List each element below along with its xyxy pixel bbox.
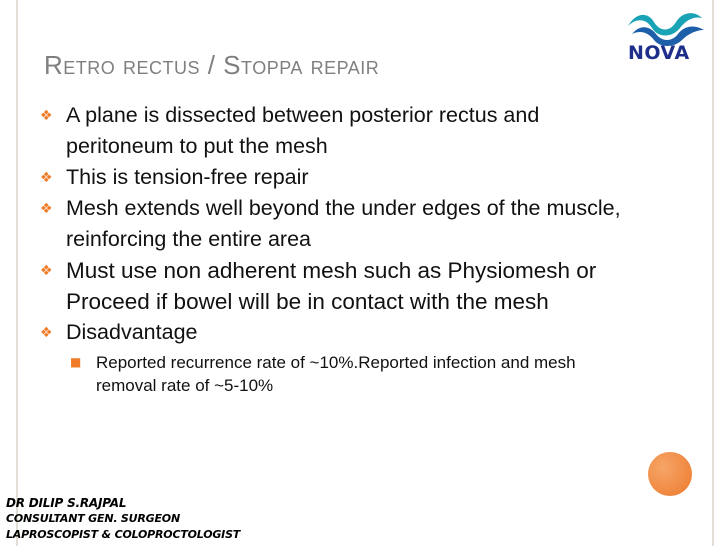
author-credit: [6, 495, 240, 543]
decorative-circle: [648, 452, 692, 496]
bullet-text: This is tension-free repair: [66, 165, 309, 189]
bullet-item: [40, 162, 640, 193]
bullet-text: Disadvantage: [66, 320, 198, 344]
bullet-list: [40, 100, 640, 397]
author-role: CONSULTANT GEN. SURGEON: [6, 512, 180, 525]
bullet-icon: ❖: [40, 201, 53, 217]
bullet-item: [40, 255, 640, 317]
sub-bullet-icon: ■: [70, 355, 82, 369]
bullet-icon: ❖: [40, 170, 53, 186]
author-speciality: LAPROSCOPIST & COLOPROCTOLOGIST: [6, 528, 241, 541]
bullet-icon: ❖: [40, 263, 53, 279]
bullet-text: A plane is dissected between posterior rectus and peritoneum to put the mesh: [66, 103, 540, 158]
bullet-item: [40, 100, 640, 162]
bullet-icon: ❖: [40, 325, 53, 341]
bullet-item: [40, 193, 640, 255]
slide-title: Retro rectus / Stoppa repair: [44, 50, 380, 80]
sub-bullet-text: Reported recurrence rate of ~10%.Reported infection and mesh removal rate of ~5-10%: [96, 353, 576, 395]
bullet-icon: ❖: [40, 108, 53, 124]
sub-bullet-item: [70, 351, 640, 397]
bullet-item: [40, 317, 640, 348]
bullet-text: Must use non adherent mesh such as Physiomesh or Proceed if bowel will be in contact with the mesh: [66, 258, 597, 314]
nova-logo-text: NOVA: [628, 42, 690, 64]
bullet-text: Mesh extends well beyond the under edges of the muscle, reinforcing the entire area: [66, 196, 621, 251]
author-name: DR DILIP S.RAJPAL: [6, 496, 127, 510]
